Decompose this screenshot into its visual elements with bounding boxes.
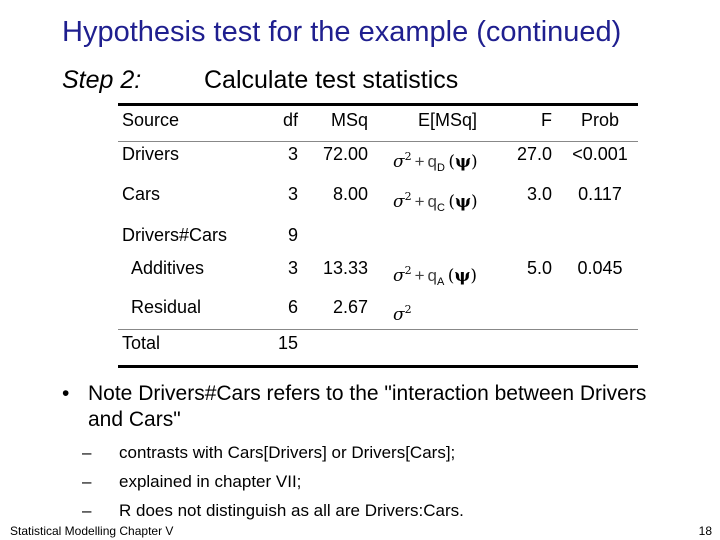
header-msq: MSq: [330, 110, 368, 130]
row-df: 9: [287, 225, 298, 245]
step-description: Calculate test statistics: [204, 66, 459, 94]
page-number: 18: [698, 524, 712, 538]
sigma-symbol: σ: [393, 152, 405, 172]
step-label: Step 2:: [62, 66, 142, 94]
sigma-symbol: σ: [393, 266, 405, 286]
table-top-rule: [118, 103, 638, 106]
header-emsq: E[MSq]: [418, 110, 478, 130]
dash-symbol: –: [82, 472, 92, 491]
row-emsq: $\sigma^2 + q_A$ (ψ): [393, 264, 478, 288]
row-source: Total: [122, 333, 161, 353]
row-emsq: $\sigma^2$: [393, 303, 412, 325]
table-header-rule: [118, 141, 638, 142]
q-subscript: A: [437, 276, 445, 288]
row-f: 5.0: [526, 258, 552, 278]
row-msq: 72.00: [322, 144, 368, 164]
header-f: F: [541, 110, 552, 130]
q-symbol: q: [427, 152, 438, 171]
row-emsq: $\sigma^2 + q_D$ (ψ): [393, 150, 478, 174]
header-prob: Prob: [580, 110, 620, 130]
row-msq: 8.00: [332, 184, 368, 204]
row-prob: 0.117: [578, 184, 622, 204]
row-df: 3: [287, 184, 298, 204]
sigma-symbol: σ: [393, 192, 405, 212]
row-msq: 13.33: [322, 258, 368, 278]
row-f: 3.0: [526, 184, 552, 204]
row-df: 3: [287, 144, 298, 164]
sub-bullet-text: R does not distinguish as all are Drivers:Cars.: [119, 501, 464, 520]
q-subscript: C: [437, 202, 445, 214]
table-bottom-rule: [118, 365, 638, 368]
sub-bullet-text: contrasts with Cars[Drivers] or Drivers[Cars];: [119, 443, 456, 462]
psi-symbol: ψ: [454, 266, 471, 286]
row-source: Cars: [122, 184, 161, 204]
dash-symbol: –: [82, 501, 92, 520]
row-prob: <0.001: [572, 144, 628, 164]
header-source: Source: [122, 110, 180, 130]
row-source: Drivers: [122, 144, 179, 164]
table-total-rule: [118, 329, 638, 330]
row-source: Drivers#Cars: [122, 225, 228, 245]
row-df: 3: [287, 258, 298, 278]
note-text: Note Drivers#Cars refers to the "interaction between Drivers and Cars": [88, 382, 647, 431]
footer-course: Statistical Modelling Chapter V: [10, 524, 174, 538]
row-df: 15: [277, 333, 298, 353]
row-emsq: $\sigma^2 + q_C$ (ψ): [393, 190, 478, 214]
q-subscript: D: [437, 162, 445, 174]
sub-bullet-text: explained in chapter VII;: [119, 472, 302, 491]
q-symbol: q: [427, 266, 438, 285]
row-msq: 2.67: [332, 297, 368, 317]
bullet-symbol: •: [62, 382, 70, 405]
row-source: Additives: [131, 258, 205, 278]
slide-title: Hypothesis test for the example (continued): [62, 16, 622, 48]
q-symbol: q: [427, 192, 438, 211]
row-source: Residual: [131, 297, 202, 317]
psi-symbol: ψ: [455, 192, 472, 212]
header-df: df: [282, 110, 298, 130]
psi-symbol: ψ: [455, 152, 472, 172]
dash-symbol: –: [82, 443, 92, 462]
row-f: 27.0: [516, 144, 552, 164]
sigma-symbol: σ: [393, 305, 405, 325]
row-prob: 0.045: [577, 258, 623, 278]
row-df: 6: [287, 297, 298, 317]
